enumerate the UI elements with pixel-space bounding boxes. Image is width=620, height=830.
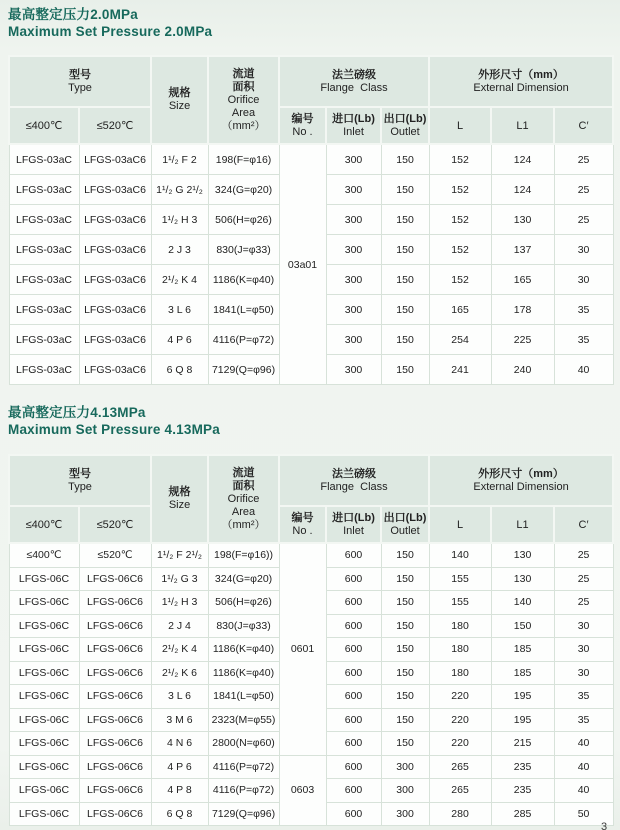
cell-orifice-area: 506(H=φ26) <box>208 591 279 615</box>
cell-c: 30 <box>554 265 613 295</box>
cell-inlet: 600 <box>326 779 381 803</box>
header-type-zh: 型号 <box>69 68 91 81</box>
cell-l: 220 <box>429 708 491 732</box>
cell-type-400: LFGS-06C <box>9 567 79 591</box>
cell-inlet: 600 <box>326 543 381 567</box>
cell-c: 50 <box>554 802 613 826</box>
cell-inlet: 600 <box>326 567 381 591</box>
cell-outlet: 150 <box>381 567 429 591</box>
cell-size: 1¹/₂ F 2¹/₂ <box>151 543 208 567</box>
cell-outlet: 150 <box>381 661 429 685</box>
cell-l1: 235 <box>491 779 554 803</box>
cell-outlet: 150 <box>381 325 429 355</box>
cell-size: 1¹/₂ F 2 <box>151 144 208 175</box>
cell-orifice-area: 4116(P=φ72) <box>208 755 279 779</box>
cell-type-520: LFGS-03aC6 <box>79 205 151 235</box>
cell-l1: 195 <box>491 708 554 732</box>
header-outlet: 出口(Lb) Outlet <box>381 107 429 144</box>
header-outlet: 出口(Lb) Outlet <box>381 506 429 543</box>
cell-type-400: LFGS-03aC <box>9 235 79 265</box>
cell-type-400: LFGS-06C <box>9 638 79 662</box>
cell-outlet: 300 <box>381 802 429 826</box>
cell-outlet: 150 <box>381 205 429 235</box>
cell-type-400: LFGS-03aC <box>9 265 79 295</box>
cell-type-520: LFGS-06C6 <box>79 755 151 779</box>
cell-outlet: 150 <box>381 144 429 175</box>
header-flange-class: 法兰磅级 Flange Class <box>279 56 429 107</box>
cell-l1: 165 <box>491 265 554 295</box>
cell-l1: 130 <box>491 205 554 235</box>
cell-type-400: LFGS-06C <box>9 614 79 638</box>
cell-size: 2 J 4 <box>151 614 208 638</box>
cell-size: 4 P 6 <box>151 325 208 355</box>
section-title-en: Maximum Set Pressure 2.0MPa <box>8 24 213 39</box>
cell-orifice-area: 1841(L=φ50) <box>208 685 279 709</box>
cell-outlet: 150 <box>381 235 429 265</box>
header-c: C′ <box>554 107 613 144</box>
cell-orifice-area: 1186(K=φ40) <box>208 661 279 685</box>
cell-type-520: LFGS-03aC6 <box>79 175 151 205</box>
section-2mpa <box>8 6 614 385</box>
header-size-zh: 规格 <box>168 87 191 99</box>
cell-inlet: 300 <box>326 235 381 265</box>
cell-inlet: 300 <box>326 295 381 325</box>
header-serial-no: 编号 No . <box>279 506 326 543</box>
cell-outlet: 150 <box>381 708 429 732</box>
cell-orifice-area: 324(G=φ20) <box>208 175 279 205</box>
cell-type-520: LFGS-06C6 <box>79 638 151 662</box>
cell-l: 152 <box>429 144 491 175</box>
cell-outlet: 150 <box>381 732 429 756</box>
cell-orifice-area: 2800(N=φ60) <box>208 732 279 756</box>
cell-type-400: LFGS-06C <box>9 591 79 615</box>
cell-c: 30 <box>554 614 613 638</box>
cell-orifice-area: 4116(P=φ72) <box>208 325 279 355</box>
header-type: 型号 Type <box>9 455 151 506</box>
cell-l1: 240 <box>491 355 554 385</box>
cell-inlet: 600 <box>326 685 381 709</box>
cell-c: 25 <box>554 567 613 591</box>
cell-l1: 285 <box>491 802 554 826</box>
cell-l1: 185 <box>491 661 554 685</box>
cell-type-520: LFGS-06C6 <box>79 661 151 685</box>
cell-type-520: LFGS-06C6 <box>79 708 151 732</box>
cell-size: 1¹/₂ G 2¹/₂ <box>151 175 208 205</box>
cell-c: 30 <box>554 661 613 685</box>
header-l: L <box>429 506 491 543</box>
cell-l: 241 <box>429 355 491 385</box>
header-serial-no: 编号 No . <box>279 107 326 144</box>
cell-inlet: 600 <box>326 661 381 685</box>
header-type-en: Type <box>68 81 92 94</box>
cell-inlet: 600 <box>326 638 381 662</box>
cell-orifice-area: 1186(K=φ40) <box>208 265 279 295</box>
cell-l1: 195 <box>491 685 554 709</box>
cell-type-400: LFGS-03aC <box>9 205 79 235</box>
header-external-dimension: 外形尺寸（mm） External Dimension <box>429 56 613 107</box>
header-orifice-area: 流道 面积 Orifice Area （mm²） <box>208 455 279 543</box>
cell-type-400: LFGS-06C <box>9 755 79 779</box>
header-t520: ≤520℃ <box>79 107 151 144</box>
cell-l: 152 <box>429 235 491 265</box>
header-orifice-area: 流道 面积 Orifice Area （mm²） <box>208 56 279 144</box>
cell-size: 3 L 6 <box>151 295 208 325</box>
cell-size: 3 L 6 <box>151 685 208 709</box>
header-l1: L1 <box>491 107 554 144</box>
cell-type-520: LFGS-03aC6 <box>79 325 151 355</box>
cell-orifice-area: 830(J=φ33) <box>208 235 279 265</box>
cell-size: 4 N 6 <box>151 732 208 756</box>
cell-l1: 225 <box>491 325 554 355</box>
cell-outlet: 150 <box>381 591 429 615</box>
table-row <box>9 144 613 175</box>
cell-l: 180 <box>429 614 491 638</box>
section-title-en: Maximum Set Pressure 4.13MPa <box>8 422 220 437</box>
cell-c: 25 <box>554 543 613 567</box>
cell-l: 265 <box>429 779 491 803</box>
cell-c: 35 <box>554 685 613 709</box>
cell-l: 254 <box>429 325 491 355</box>
cell-l1: 178 <box>491 295 554 325</box>
cell-inlet: 600 <box>326 802 381 826</box>
cell-l1: 124 <box>491 175 554 205</box>
cell-inlet: 300 <box>326 355 381 385</box>
section-4-13mpa <box>8 404 614 826</box>
cell-inlet: 300 <box>326 325 381 355</box>
cell-type-400: LFGS-06C <box>9 685 79 709</box>
cell-inlet: 300 <box>326 205 381 235</box>
cell-l: 155 <box>429 591 491 615</box>
cell-type-400: LFGS-03aC <box>9 355 79 385</box>
cell-l: 180 <box>429 638 491 662</box>
cell-l: 265 <box>429 755 491 779</box>
serial-no-cell: 03a01 <box>279 144 326 385</box>
cell-type-520: LFGS-03aC6 <box>79 235 151 265</box>
header-type <box>9 56 151 107</box>
cell-outlet: 150 <box>381 175 429 205</box>
serial-no-cell: 0603 <box>279 755 326 826</box>
cell-c: 40 <box>554 355 613 385</box>
cell-inlet: 600 <box>326 755 381 779</box>
cell-l1: 150 <box>491 614 554 638</box>
cell-type-400: LFGS-03aC <box>9 175 79 205</box>
header-flange-class: 法兰磅级 Flange Class <box>279 455 429 506</box>
cell-size: 2¹/₂ K 4 <box>151 265 208 295</box>
header-size <box>151 56 208 144</box>
cell-orifice-area: 830(J=φ33) <box>208 614 279 638</box>
serial-no-cell: 0601 <box>279 543 326 755</box>
cell-outlet: 150 <box>381 638 429 662</box>
cell-type-520: LFGS-06C6 <box>79 685 151 709</box>
cell-type-400: LFGS-06C <box>9 802 79 826</box>
cell-l1: 124 <box>491 144 554 175</box>
cell-outlet: 150 <box>381 614 429 638</box>
cell-size: 2¹/₂ K 6 <box>151 661 208 685</box>
cell-outlet: 150 <box>381 355 429 385</box>
cell-orifice-area: 7129(Q=φ96) <box>208 802 279 826</box>
cell-l1: 140 <box>491 591 554 615</box>
cell-l: 220 <box>429 685 491 709</box>
cell-type-400: LFGS-06C <box>9 732 79 756</box>
cell-size: 6 Q 8 <box>151 802 208 826</box>
cell-size: 6 Q 8 <box>151 355 208 385</box>
cell-c: 40 <box>554 755 613 779</box>
cell-l: 155 <box>429 567 491 591</box>
cell-c: 35 <box>554 325 613 355</box>
cell-size: 1¹/₂ H 3 <box>151 205 208 235</box>
cell-type-520: LFGS-06C6 <box>79 732 151 756</box>
header-c: C′ <box>554 506 613 543</box>
cell-c: 25 <box>554 205 613 235</box>
cell-type-400: LFGS-03aC <box>9 295 79 325</box>
cell-orifice-area: 1841(L=φ50) <box>208 295 279 325</box>
cell-outlet: 150 <box>381 265 429 295</box>
cell-orifice-area: 2323(M=φ55) <box>208 708 279 732</box>
cell-c: 30 <box>554 235 613 265</box>
spec-table-4-13mpa <box>8 454 614 826</box>
cell-size: 4 P 6 <box>151 755 208 779</box>
cell-inlet: 300 <box>326 144 381 175</box>
cell-size: 3 M 6 <box>151 708 208 732</box>
cell-l: 152 <box>429 205 491 235</box>
cell-size: 4 P 8 <box>151 779 208 803</box>
cell-type-400: LFGS-06C <box>9 779 79 803</box>
cell-type-400: LFGS-06C <box>9 661 79 685</box>
cell-c: 35 <box>554 708 613 732</box>
cell-l: 220 <box>429 732 491 756</box>
cell-l1: 130 <box>491 567 554 591</box>
cell-type-400: LFGS-03aC <box>9 325 79 355</box>
header-t520: ≤520℃ <box>79 506 151 543</box>
cell-l1: 185 <box>491 638 554 662</box>
cell-c: 25 <box>554 175 613 205</box>
cell-type-520: LFGS-03aC6 <box>79 295 151 325</box>
section-title-zh: 最高整定压力4.13MPa <box>8 405 146 420</box>
cell-type-520: LFGS-06C6 <box>79 567 151 591</box>
cell-type-520: LFGS-06C6 <box>79 802 151 826</box>
cell-l: 180 <box>429 661 491 685</box>
cell-type-400: LFGS-03aC <box>9 144 79 175</box>
cell-outlet: 150 <box>381 543 429 567</box>
cell-l: 280 <box>429 802 491 826</box>
header-size: 规格 Size <box>151 455 208 543</box>
cell-inlet: 600 <box>326 614 381 638</box>
cell-outlet: 150 <box>381 295 429 325</box>
cell-l: 165 <box>429 295 491 325</box>
cell-l1: 130 <box>491 543 554 567</box>
cell-size: 2¹/₂ K 4 <box>151 638 208 662</box>
cell-type-520: LFGS-03aC6 <box>79 144 151 175</box>
header-inlet: 进口(Lb) Inlet <box>326 506 381 543</box>
cell-l1: 235 <box>491 755 554 779</box>
cell-c: 25 <box>554 591 613 615</box>
cell-inlet: 600 <box>326 732 381 756</box>
cell-outlet: 150 <box>381 685 429 709</box>
cell-orifice-area: 198(F=φ16) <box>208 144 279 175</box>
cell-l1: 215 <box>491 732 554 756</box>
cell-c: 40 <box>554 779 613 803</box>
cell-size: 1¹/₂ G 3 <box>151 567 208 591</box>
header-external-dimension: 外形尺寸（mm） External Dimension <box>429 455 613 506</box>
cell-inlet: 600 <box>326 708 381 732</box>
cell-c: 40 <box>554 732 613 756</box>
cell-l: 152 <box>429 175 491 205</box>
cell-size: 2 J 3 <box>151 235 208 265</box>
cell-outlet: 300 <box>381 779 429 803</box>
cell-orifice-area: 7129(Q=φ96) <box>208 355 279 385</box>
cell-l: 152 <box>429 265 491 295</box>
page-number: 3 <box>601 821 608 830</box>
cell-type-520: LFGS-06C6 <box>79 614 151 638</box>
header-inlet: 进口(Lb) Inlet <box>326 107 381 144</box>
cell-size: 1¹/₂ H 3 <box>151 591 208 615</box>
header-t400: ≤400℃ <box>9 506 79 543</box>
header-l: L <box>429 107 491 144</box>
cell-orifice-area: 4116(P=φ72) <box>208 779 279 803</box>
cell-c: 25 <box>554 144 613 175</box>
table-row <box>9 755 613 779</box>
cell-inlet: 600 <box>326 591 381 615</box>
cell-inlet: 300 <box>326 265 381 295</box>
header-l1: L1 <box>491 506 554 543</box>
cell-inlet: 300 <box>326 175 381 205</box>
cell-l1: 137 <box>491 235 554 265</box>
cell-type-520: ≤520℃ <box>79 543 151 567</box>
spec-table-2mpa <box>8 55 614 385</box>
cell-type-400: LFGS-06C <box>9 708 79 732</box>
cell-type-520: LFGS-06C6 <box>79 591 151 615</box>
cell-outlet: 300 <box>381 755 429 779</box>
cell-l: 140 <box>429 543 491 567</box>
cell-orifice-area: 506(H=φ26) <box>208 205 279 235</box>
cell-c: 35 <box>554 295 613 325</box>
cell-c: 30 <box>554 638 613 662</box>
cell-type-520: LFGS-03aC6 <box>79 265 151 295</box>
cell-orifice-area: 198(F=φ16)) <box>208 543 279 567</box>
cell-orifice-area: 1186(K=φ40) <box>208 638 279 662</box>
section-title-zh: 最高整定压力2.0MPa <box>8 7 138 22</box>
cell-orifice-area: 324(G=φ20) <box>208 567 279 591</box>
header-t400: ≤400℃ <box>9 107 79 144</box>
cell-type-400: ≤400℃ <box>9 543 79 567</box>
cell-type-520: LFGS-03aC6 <box>79 355 151 385</box>
cell-type-520: LFGS-06C6 <box>79 779 151 803</box>
table-row <box>9 543 613 567</box>
header-size-en: Size <box>168 100 191 112</box>
